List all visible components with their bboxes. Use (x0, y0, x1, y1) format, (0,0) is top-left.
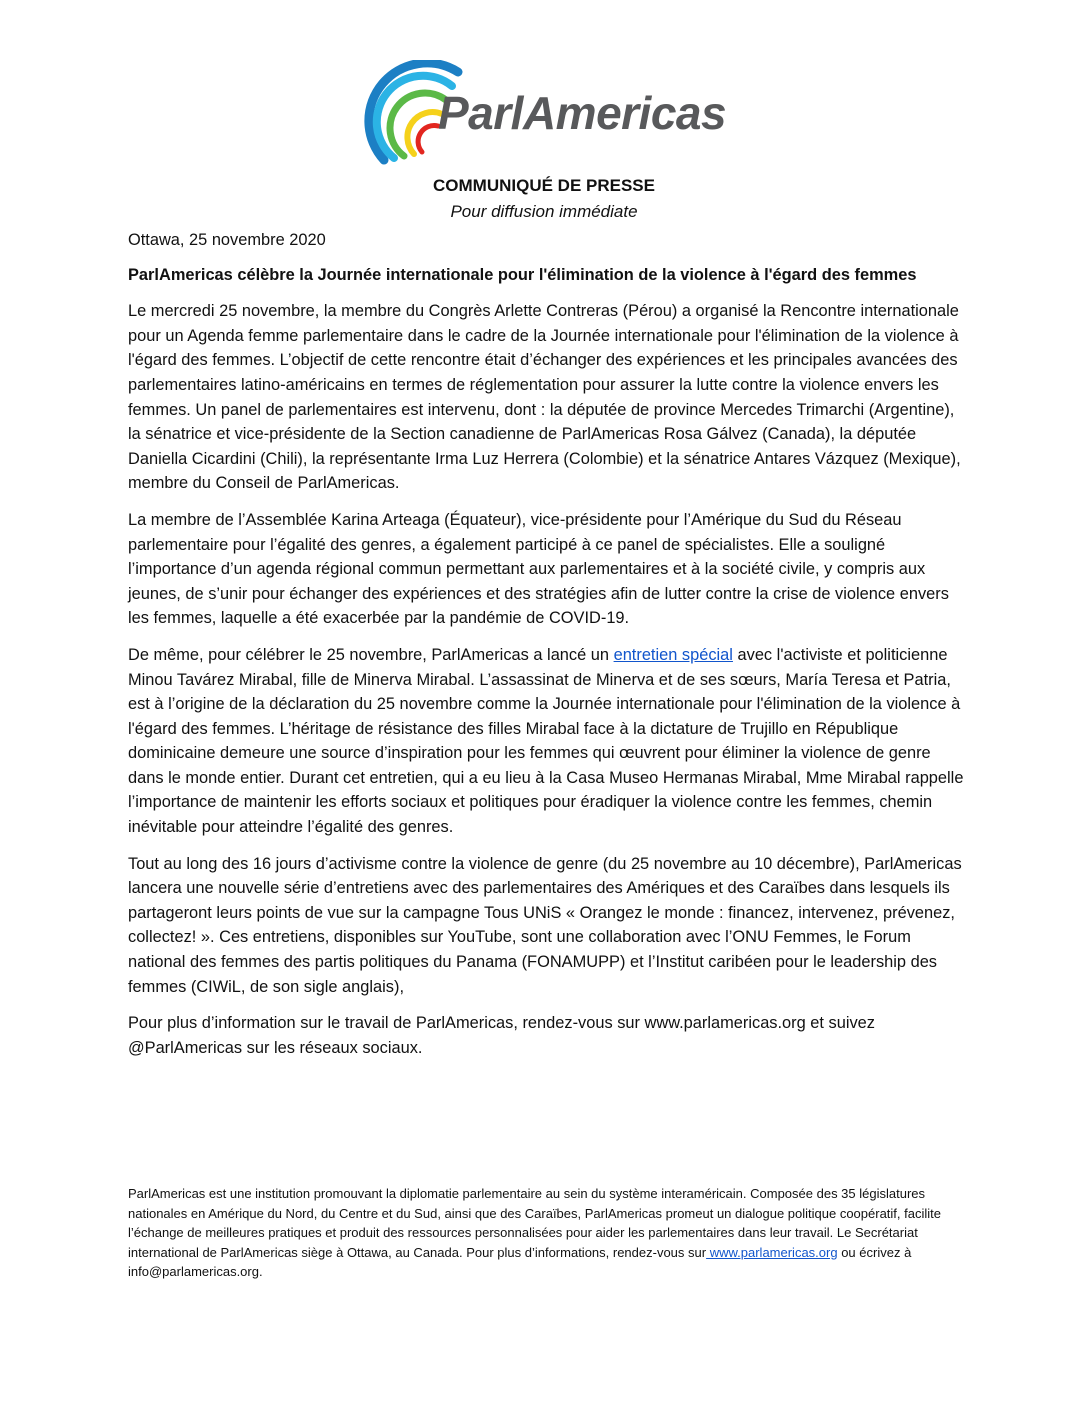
headline: ParlAmericas célèbre la Journée internationale pour l'élimination de la violence à l'égard des femmes (128, 265, 917, 284)
paragraph-3-rest: avec l'activiste et politicienne Minou Tavárez Mirabal, fille de Minerva Mirabal. L’assassinat de Minerva et de ses sœurs, María Teresa et Patria, est à l’origine de la déclaration du 25 novembre comme la Journée internationale pour l'élimination de la violence à l'égard des femmes. L’héritage de résistance des filles Mirabal face à la dictature de Trujillo en République dominicaine demeure une source d’inspiration pour les femmes qui œuvrent pour éliminer la violence de genre dans le monde entier. Durant cet entretien, qui a eu lieu à la Casa Museo Hermanas Mirabal, Mme Mirabal rappelle l’importance de maintenir les efforts sociaux et politiques pour éradiquer la violence contre les femmes, chemin inévitable pour atteindre l’égalité des genres. (128, 645, 964, 837)
paragraph-5: Pour plus d’information sur le travail de ParlAmericas, rendez-vous sur www.parlamericas.org et suivez @ParlAmericas sur les réseaux sociaux. (128, 1014, 875, 1057)
dateline: Ottawa, 25 novembre 2020 (128, 231, 326, 249)
footer-boilerplate (128, 1184, 968, 1282)
paragraph-3-intro: De même, pour célébrer le 25 novembre, ParlAmericas a lancé un (128, 645, 614, 664)
press-release-subtitle: Pour diffusion immédiate (450, 202, 638, 221)
paragraph-4: Tout au long des 16 jours d’activisme contre la violence de genre (du 25 novembre au 10 décembre), ParlAmericas lancera une nouvelle série d’entretiens avec des parlementaires des Amériques et des Caraïbes dans lesquels ils partageront leurs points de vue sur la campagne Tous UNiS « Orangez le monde : financez, intervenez, prévenez, collectez! ». Ces entretiens, disponibles sur YouTube, sont une collaboration avec l’ONU Femmes, le Forum national des femmes des partis politiques du Panama (FONAMUPP) et l’Institut caribéen pour le leadership des femmes (CIWiL, de son sigle anglais), (128, 854, 962, 996)
footer-contact-text: ou écrivez à info@parlamericas.org. (128, 1244, 912, 1279)
special-interview-link[interactable]: entretien spécial (613, 645, 733, 664)
paragraph-2: La membre de l’Assemblée Karina Arteaga (Équateur), vice-présidente pour l’Amérique du Sud du Réseau parlementaire pour l’égalité des genres, a également participé à ce panel de spécialistes. Elle a souligné l’importance d’un agenda régional commun permettant aux parlementaires et à la société civile, y compris aux jeunes, de s’unir pour échanger des expériences et des stratégies afin de lutter contre la crise de violence envers les femmes, laquelle a été exacerbée par la pandémie de COVID-19. (128, 510, 949, 628)
footer-website-link[interactable]: www.parlamericas.org (706, 1244, 838, 1260)
footer-text: ParlAmericas est une institution promouvant la diplomatie parlementaire au sein du système interaméricain. Composée des 35 législatures nationales en Amérique du Nord, du Centre et du Sud, ainsi que des Caraïbes, ParlAmericas promeut un dialogue politique coopératif, facilite l’échange de meilleures pratiques et produit des ressources personnalisées pour aider les parlementaires dans leur travail. Le Secrétariat international de ParlAmericas siège à Ottawa, au Canada. Pour plus d’informations, rendez-vous sur (128, 1186, 941, 1260)
press-release-title: COMMUNIQUÉ DE PRESSE (433, 176, 655, 195)
parlamericas-logo (360, 60, 740, 170)
article-body (128, 228, 968, 1072)
paragraph-1: Le mercredi 25 novembre, la membre du Congrès Arlette Contreras (Pérou) a organisé la Rencontre internationale pour un Agenda femme parlementaire dans le cadre de la Journée internationale pour l'élimination de la violence à l'égard des femmes. L’objectif de cette rencontre était d’échanger des expériences et les principales avancées des parlementaires latino-américains en termes de réglementation pour assurer la lutte contre la violence envers les femmes. Un panel de parlementaires est intervenu, dont : la députée de province Mercedes Trimarchi (Argentine), la sénatrice et vice-présidente de la Section canadienne de ParlAmericas Rosa Gálvez (Canada), la députée Daniella Cicardini (Chili), la représentante Irma Luz Herrera (Colombie) et la sénatrice Antares Vázquez (Mexique), membre du Conseil de ParlAmericas. (128, 302, 961, 493)
paragraph-3 (128, 643, 968, 840)
logo-wordmark: ParlAmericas (438, 87, 727, 139)
